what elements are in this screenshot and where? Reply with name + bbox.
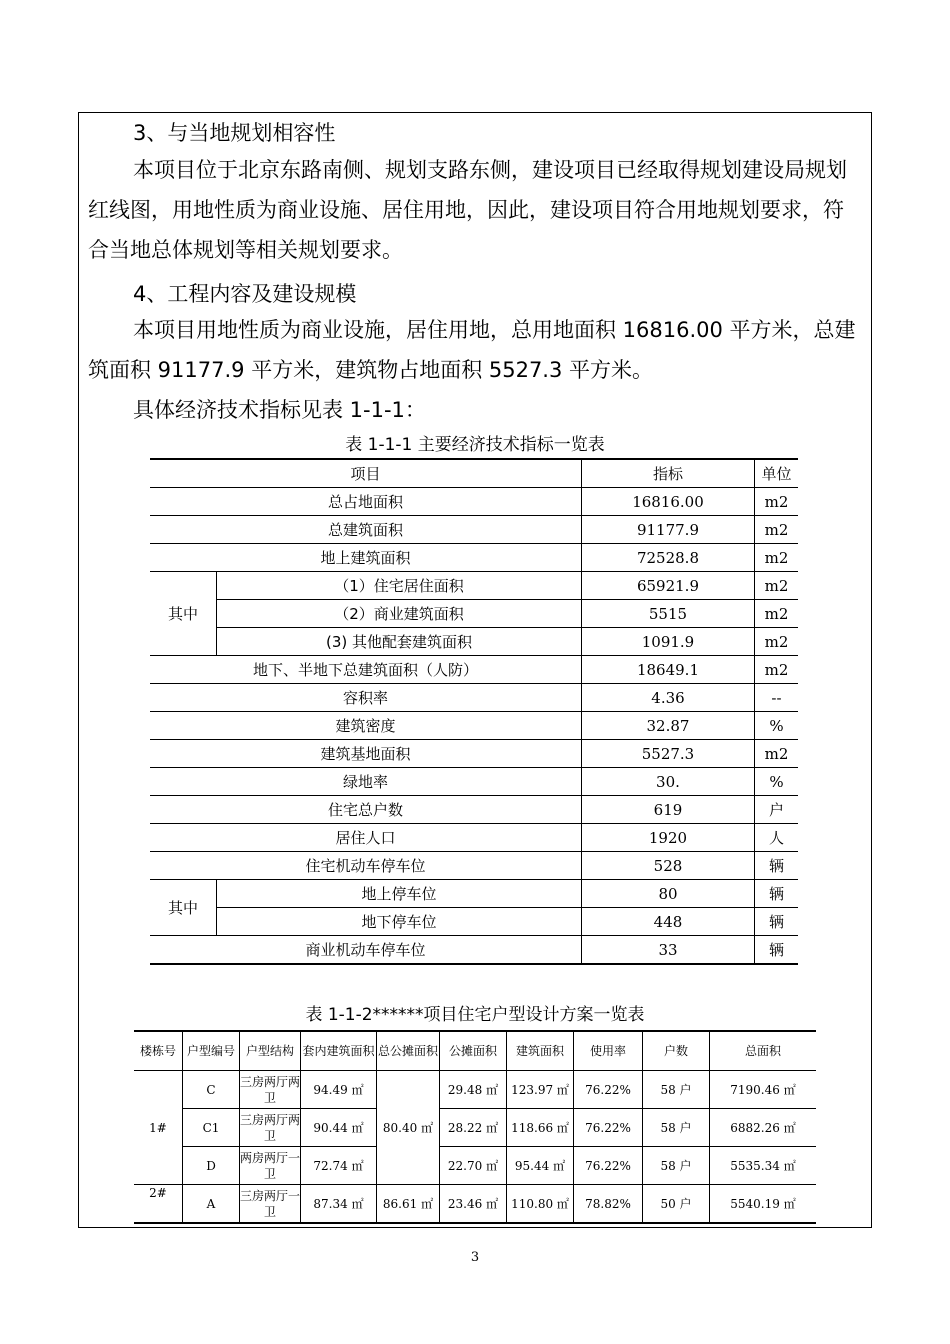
- row-unit: m2: [754, 488, 798, 516]
- row-unit: --: [754, 684, 798, 712]
- table-row: [150, 488, 798, 516]
- row-value: 65921.9: [581, 572, 754, 600]
- row-value: 1920: [581, 824, 754, 852]
- row-value: 18649.1: [581, 656, 754, 684]
- row-item: 总占地面积: [150, 488, 581, 516]
- cell-structure: 三房两厅一卫: [240, 1185, 301, 1224]
- cell-total-share: 80.40 ㎡: [377, 1071, 440, 1185]
- header-type: 户型编号: [183, 1031, 240, 1071]
- table-row: [150, 600, 798, 628]
- table-1-caption: 表 1-1-1 主要经济技术指标一览表: [345, 435, 605, 455]
- table-header-row: [134, 1031, 816, 1071]
- row-unit: 辆: [754, 880, 798, 908]
- row-unit: %: [754, 768, 798, 796]
- row-item: (3) 其他配套建筑面积: [217, 628, 582, 656]
- row-item: （1）住宅居住面积: [217, 572, 582, 600]
- cell-rate: 78.82%: [574, 1185, 643, 1224]
- cell-type: A: [183, 1185, 240, 1224]
- row-item: 住宅总户数: [150, 796, 581, 824]
- table-row: [150, 740, 798, 768]
- row-value: 5527.3: [581, 740, 754, 768]
- header-rate: 使用率: [574, 1031, 643, 1071]
- row-value: 72528.8: [581, 544, 754, 572]
- row-value: 91177.9: [581, 516, 754, 544]
- row-value: 32.87: [581, 712, 754, 740]
- table-row: [150, 684, 798, 712]
- row-item: 地上建筑面积: [150, 544, 581, 572]
- cell-building: 1#: [134, 1071, 183, 1185]
- cell-share: 23.46 ㎡: [440, 1185, 507, 1224]
- cell-type: C1: [183, 1109, 240, 1147]
- unit-type-table: [134, 1030, 816, 1224]
- cell-building: 2#: [134, 1185, 183, 1224]
- economic-indicators-table: [150, 458, 798, 965]
- row-unit: 户: [754, 796, 798, 824]
- cell-inner-area: 90.44 ㎡: [301, 1109, 377, 1147]
- row-unit: m2: [754, 656, 798, 684]
- row-item: 绿地率: [150, 768, 581, 796]
- row-unit: 人: [754, 824, 798, 852]
- cell-total-area: 5540.19 ㎡: [710, 1185, 817, 1224]
- row-item: 商业机动车停车位: [150, 936, 581, 965]
- row-value: 80: [581, 880, 754, 908]
- table-row: [150, 628, 798, 656]
- cell-share: 22.70 ㎡: [440, 1147, 507, 1185]
- table-row: [150, 572, 798, 600]
- table-row: [134, 1185, 816, 1224]
- cell-structure: 两房两厅一卫: [240, 1147, 301, 1185]
- cell-inner-area: 94.49 ㎡: [301, 1071, 377, 1109]
- cell-inner-area: 87.34 ㎡: [301, 1185, 377, 1224]
- section-3-heading: 3、与当地规划相容性: [133, 121, 336, 145]
- table-row: [134, 1109, 816, 1147]
- row-item: 总建筑面积: [150, 516, 581, 544]
- section-4-heading: 4、工程内容及建设规模: [133, 282, 357, 306]
- cell-area: 118.66 ㎡: [507, 1109, 574, 1147]
- header-total-area: 总面积: [710, 1031, 817, 1071]
- table-header-row: [150, 459, 798, 488]
- row-unit: m2: [754, 600, 798, 628]
- cell-rate: 76.22%: [574, 1109, 643, 1147]
- table-row: [150, 768, 798, 796]
- cell-type: D: [183, 1147, 240, 1185]
- cell-count: 58 户: [643, 1147, 710, 1185]
- row-item: 地上停车位: [217, 880, 582, 908]
- table-row: [150, 908, 798, 936]
- row-unit: %: [754, 712, 798, 740]
- row-unit: m2: [754, 516, 798, 544]
- row-value: 30.: [581, 768, 754, 796]
- row-value: 33: [581, 936, 754, 965]
- table-row: [134, 1071, 816, 1109]
- table-row: [150, 880, 798, 908]
- cell-inner-area: 72.74 ㎡: [301, 1147, 377, 1185]
- section-4-body: 本项目用地性质为商业设施，居住用地，总用地面积 16816.00 平方米，总建筑面积 91177.9 平方米，建筑物占地面积 5527.3 平方米。: [88, 318, 856, 382]
- table-row: [150, 516, 798, 544]
- cell-type: C: [183, 1071, 240, 1109]
- cell-share: 29.48 ㎡: [440, 1071, 507, 1109]
- row-item: 地下停车位: [217, 908, 582, 936]
- cell-total-share: 86.61 ㎡: [377, 1185, 440, 1224]
- row-item: 住宅机动车停车位: [150, 852, 581, 880]
- header-count: 户数: [643, 1031, 710, 1071]
- header-building: 楼栋号: [134, 1031, 183, 1071]
- cell-rate: 76.22%: [574, 1147, 643, 1185]
- table-intro: 具体经济技术指标见表 1-1-1：: [133, 398, 426, 422]
- row-unit: m2: [754, 572, 798, 600]
- row-item: 容积率: [150, 684, 581, 712]
- cell-area: 110.80 ㎡: [507, 1185, 574, 1224]
- row-value: 1091.9: [581, 628, 754, 656]
- cell-area: 123.97 ㎡: [507, 1071, 574, 1109]
- header-item: 项目: [150, 459, 581, 488]
- cell-area: 95.44 ㎡: [507, 1147, 574, 1185]
- row-value: 619: [581, 796, 754, 824]
- cell-count: 50 户: [643, 1185, 710, 1224]
- group-label: 其中: [150, 572, 217, 656]
- row-unit: 辆: [754, 908, 798, 936]
- table-row: [150, 936, 798, 965]
- cell-total-area: 7190.46 ㎡: [710, 1071, 817, 1109]
- row-item: （2）商业建筑面积: [217, 600, 582, 628]
- row-unit: m2: [754, 628, 798, 656]
- row-value: 5515: [581, 600, 754, 628]
- row-unit: m2: [754, 740, 798, 768]
- cell-rate: 76.22%: [574, 1071, 643, 1109]
- table-row: [150, 824, 798, 852]
- cell-total-area: 5535.34 ㎡: [710, 1147, 817, 1185]
- cell-count: 58 户: [643, 1071, 710, 1109]
- cell-share: 28.22 ㎡: [440, 1109, 507, 1147]
- table-row: [150, 852, 798, 880]
- group-label: 其中: [150, 880, 217, 936]
- row-value: 448: [581, 908, 754, 936]
- table-row: [150, 712, 798, 740]
- row-value: 4.36: [581, 684, 754, 712]
- cell-structure: 三房两厅两卫: [240, 1071, 301, 1109]
- page-number: 3: [470, 1250, 480, 1265]
- table-row: [150, 656, 798, 684]
- cell-count: 58 户: [643, 1109, 710, 1147]
- row-unit: m2: [754, 544, 798, 572]
- section-3-body: 本项目位于北京东路南侧、规划支路东侧，建设项目已经取得规划建设局规划红线图，用地性质为商业设施、居住用地，因此，建设项目符合用地规划要求，符合当地总体规划等相关规划要求。: [88, 158, 847, 262]
- header-inner-area: 套内建筑面积: [301, 1031, 377, 1071]
- cell-structure: 三房两厅两卫: [240, 1109, 301, 1147]
- table-2-caption: 表 1-1-2******项目住宅户型设计方案一览表: [305, 1005, 645, 1025]
- table-row: [150, 544, 798, 572]
- row-unit: 辆: [754, 852, 798, 880]
- row-value: 16816.00: [581, 488, 754, 516]
- row-unit: 辆: [754, 936, 798, 965]
- table-row: [150, 796, 798, 824]
- row-item: 建筑密度: [150, 712, 581, 740]
- header-area: 建筑面积: [507, 1031, 574, 1071]
- header-structure: 户型结构: [240, 1031, 301, 1071]
- cell-total-area: 6882.26 ㎡: [710, 1109, 817, 1147]
- header-unit: 单位: [754, 459, 798, 488]
- header-total-share: 总公摊面积: [377, 1031, 440, 1071]
- header-share: 公摊面积: [440, 1031, 507, 1071]
- row-item: 地下、半地下总建筑面积（人防）: [150, 656, 581, 684]
- header-value: 指标: [581, 459, 754, 488]
- row-value: 528: [581, 852, 754, 880]
- table-row: [134, 1147, 816, 1185]
- row-item: 居住人口: [150, 824, 581, 852]
- row-item: 建筑基地面积: [150, 740, 581, 768]
